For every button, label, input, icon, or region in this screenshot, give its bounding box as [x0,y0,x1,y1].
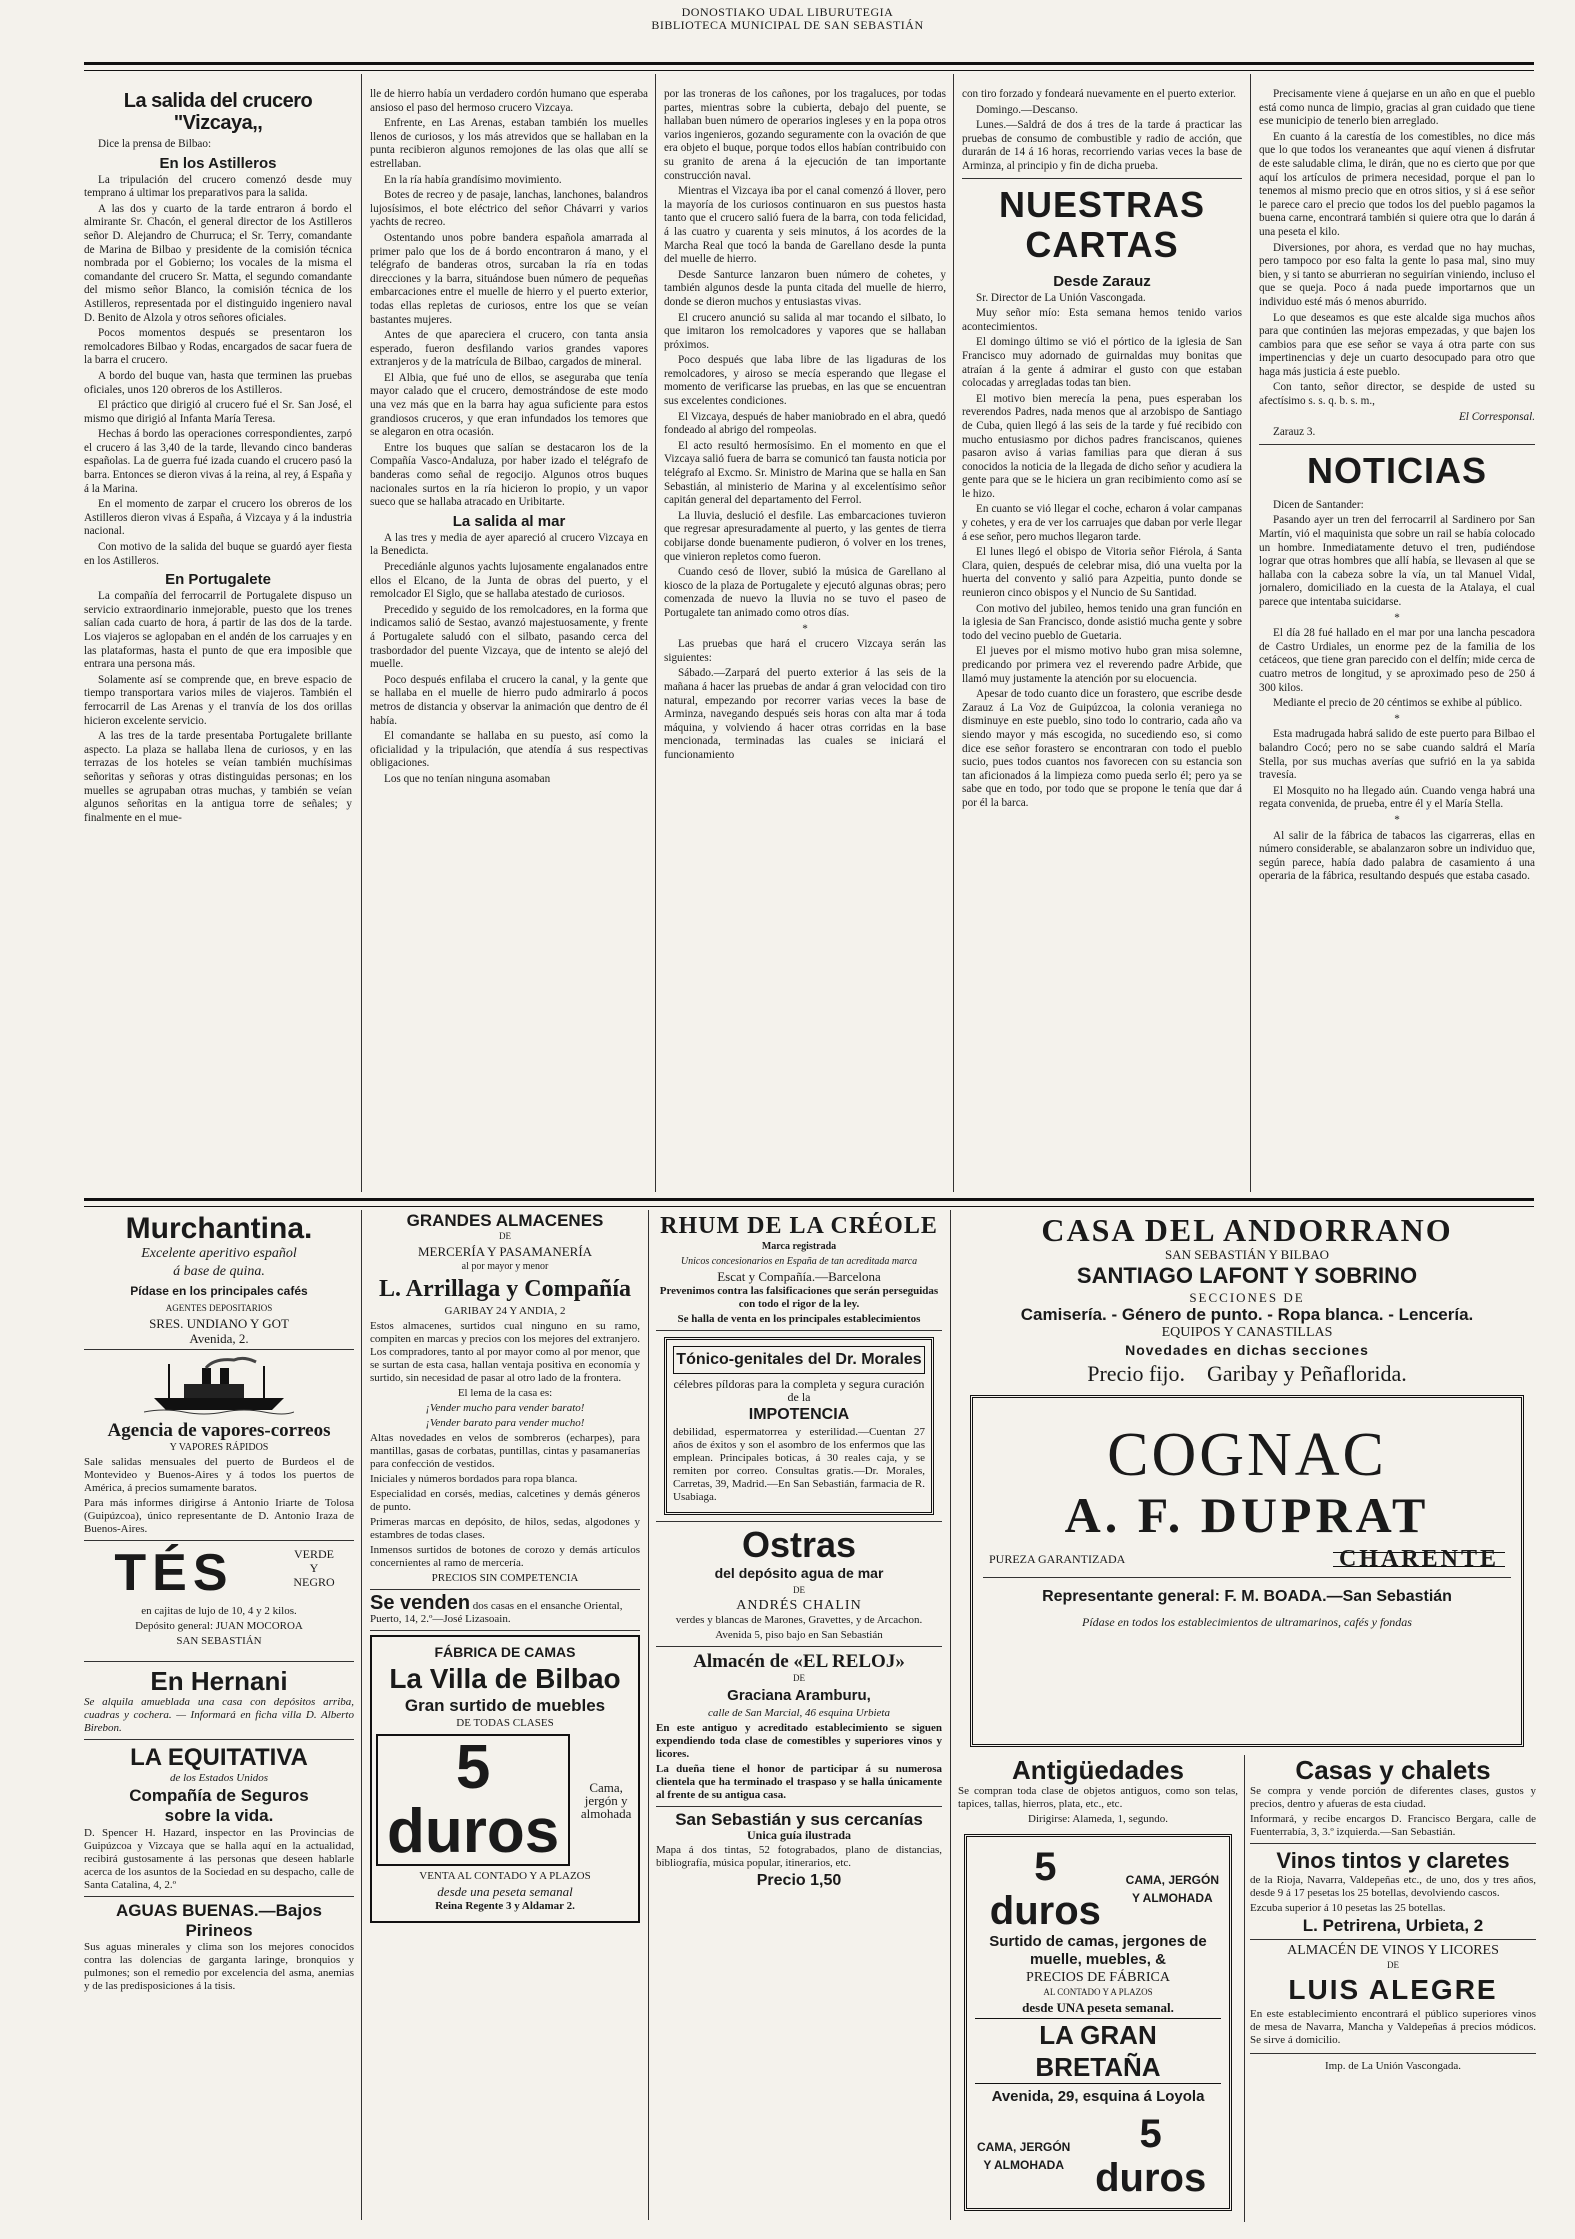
column-divider [950,1210,951,2220]
ad-line: ANDRÉS CHALIN [736,1598,862,1613]
ad-line: DE [793,1585,805,1595]
ad-line: dos casas en el ensanche Oriental, Puerto, 14, 2.º—José Lizasoain. [370,1600,623,1625]
ad-divider [1250,1939,1536,1940]
column-divider [361,74,362,1192]
column-divider [1244,1755,1245,2222]
ad-line: Novedades en dichas secciones [1125,1342,1369,1358]
paragraph: Los que no tenían ninguna asomaban [384,772,551,785]
ad-aguas-buenas [84,1901,354,1993]
ad-line: verdes y blancas de Marones, Gravettes, y de Arcachon. [675,1614,923,1626]
ad-line: desde una peseta semanal [437,1884,573,1899]
paragraph: Desde Santurce lanzaron buen número de cohetes, y también algunos desde la punta citada del muelle de hierro, donde se dieron muchos y entusiastas vivas. [664,268,946,308]
ad-line: á base de quina. [173,1264,265,1279]
ad-agencia-vapores [84,1354,354,1536]
ad-line: MERCERÍA Y PASAMANERÍA [417,1244,593,1259]
ad-line: Graciana Aramburu, [727,1687,871,1704]
ad-divider [1250,1843,1536,1844]
library-header [0,6,1575,32]
paragraph: El día 28 fué hallado en el mar por una lancha pescadora de Castro Urdiales, un enorme pez de la familia de los cetáceos, que tiene gran parecido con el delfín; mide cerca de cuatro metros de longitud, y se aproximado peso de 250 á 300 kilos. [1259,627,1535,694]
ad-line: La dueña tiene el honor de participar á su numerosa clientela que ha terminado el traspaso y se halla únicamente al frente de su antigua casa. [656,1763,942,1801]
paragraph: El domingo último se vió el pórtico de la iglesia de San Francisco muy adornado de guirnaldas muy bonitas que atraían á la gente á admirar el gusto con que estaban colocadas y arregladas todas tan bien. [962,336,1242,390]
column-divider [648,1210,649,2220]
ad-line: Inmensos surtidos de botones de corozo y demás artículos concernientes al ramo de mercería. [370,1544,640,1569]
article-continuation-2 [664,88,946,1193]
ad-line: DE [499,1231,511,1241]
paragraph: Diversiones, por ahora, es verdad que no hay muchas, pero tampoco por eso falta la gente lo pasa mal, sino muy bien, y si tanto se aburrieran no seguirían viniendo, incluso el que se queja. Poco á nada puede importarnos que un individuo esté más ó menos aburrido. [1259,241,1535,308]
ad-line: ALMACÉN DE VINOS Y LICORES [1287,1943,1499,1958]
ad-line: Iniciales y números bordados para ropa blanca. [370,1473,578,1485]
ad-divider [84,1540,354,1541]
paragraph: Solamente así se comprende que, en breve espacio de tiempo transportara varios miles de viajeros. También el ferrocarril de Las Arenas y el tranvía de los dos orillas hicieron excelente servicio. [84,673,352,727]
ads-column-3 [656,1212,942,2222]
section-title-noticias: NOTICIAS [1306,449,1487,491]
ads-column-1 [84,1212,354,2222]
paragraph: Zarauz 3. [1273,426,1316,439]
ad-title: Vinos tintos y claretes [1276,1848,1510,1873]
paragraph: Al salir de la fábrica de tabacos las cigarreras, ellas en número considerable, se abalanzaron sobre un individuo que, según parece, había dado palabra de casamiento á una operaria de la fábrica, resultando después que estaba casado. [1259,829,1535,883]
paragraph: Botes de recreo y de pasaje, lanchas, lanchones, balandros lujosísimos, el bote eléctrico del señor Chávarri y varios yachts de recreo. [370,189,648,229]
ad-title: San Sebastián y sus cercanías [675,1810,923,1829]
ad-fabrica-camas [370,1635,640,1923]
ad-line: Unica guía ilustrada [746,1828,851,1842]
ad-line: Garibay y Peñaflorida. [1207,1361,1407,1386]
signature: El Corresponsal. [1458,410,1535,423]
ad-line: SECCIONES DE [1189,1290,1305,1305]
ad-gran-bretana [964,1834,1232,2211]
ad-title: Ostras [741,1524,857,1565]
paragraph: El crucero anunció su salida al mar tocando el silbato, lo que imitaron los remolcadores y vapores que se hallaban próximos. [664,311,946,351]
ad-divider [370,1589,640,1590]
ad-se-venden [370,1594,640,1626]
subheading: En Portugalete [165,571,271,589]
ad-line: D. Spencer H. Hazard, inspector en las Provincias de Guipúzcoa y Vizcaya que se halla aquí en la actualidad, recibirá gustosamente á las personas que deseen hablarle acerca de los asuntos de la Sociedad en su despacho, calle de Santa Catalina, 4, 2.º [84,1827,354,1891]
section-divider [1259,444,1535,445]
paragraph: A las dos y cuarto de la tarde entraron á bordo el almirante Sr. Chacón, el general director de los Astilleros señor D. Alejandro de Churruca; el Sr. Terry, comandante de Marina de Bilbao y presidente de la comisión técnica nombrada por el Gobierno; los vocales de la misma el comandante del crucero Sr. Matta, el segundo comandante del mismo señor Blanco, la comisión técnica de los Astilleros, representada por el distinguido ingeniero naval D. Benito de Alzola y otros señores oficiales. [84,202,352,324]
ad-line: Precio fijo. [1087,1361,1185,1386]
ad-line: AGENTES DEPOSITARIOS [165,1303,273,1313]
paragraph: La tripulación del crucero comenzó desde muy temprano á ultimar los preparativos para la salida. [84,173,352,200]
ad-line: ¡Vender mucho para vender barato! [425,1402,585,1414]
paragraph: Ostentando unos pobre bandera española amarrada al primer palo que los de á bordo encontraron á mano, y el telégrafo de banderas otros, surcaban la ría en todas direcciones y la barra, situándose buen número de pequeñas embarcaciones entre el muelle de hierro y el puerto exterior, todas ellas repletas de curiosos, entre los que se veían bastantes mujeres. [370,231,648,326]
ad-line: L. Arrillaga y Compañía [378,1276,631,1302]
paragraph: Apesar de todo cuanto dice un forastero, que escribe desde Zarauz á La Voz de Guipúzcoa, la colonia veraniega no disminuye en este pueblo, sino todo lo contrario, cada año va siendo mayor y más escogida, no sucediendo eso, si como dice ese señor forastero se encontraran con todo el pueblo sucio, pues todos cuantos nos favorecen con su estancia son tan aficionados á la limpieza como pueda serlo él; pero ya se sabe que en todo, por todo que se propone le tenía que dar á por él la barca. [962,688,1242,809]
ad-line: Unicos concesionarios en España de tan acreditada marca [680,1256,918,1267]
ad-line: Para más informes dirigirse á Antonio Iriarte de Tolosa (Guipúzcoa), único representante de D. Antonio Iraza de Buenos-Aires. [84,1497,354,1535]
ad-line: Sus aguas minerales y clima son los mejores conocidos contra las dolencias de garganta laringe, bronquios y pulmones; son el remedio por excelencia del asma, anemias y de las predisposiciones á la tisis. [84,1941,354,1992]
ad-line: sobre la vida. [164,1806,274,1825]
top-rule [84,62,1534,71]
ad-murchantina [84,1212,354,1345]
ad-title: Antigüedades [1012,1755,1184,1785]
column-divider [361,1210,362,2220]
ad-line: Y VAPORES RÁPIDOS [169,1442,269,1453]
ad-line: Informará, y recibe encargos D. Francisco Bergara, calle de Fuenterrabía, 3, 3.º izquierda.—San Sebastián. [1250,1813,1536,1838]
ad-line: Ezcuba superior á 10 pesetas las 25 botellas. [1250,1902,1446,1914]
ad-line: L. Petrirena, Urbieta, 2 [1302,1916,1484,1935]
ad-title: Se venden [370,1592,471,1614]
ad-line: al por mayor y menor [461,1261,549,1272]
ad-line: Especialidad en corsés, medias, calcetines y demás géneros de punto. [370,1488,640,1513]
ad-line: IMPOTENCIA [748,1406,850,1423]
section-asterisk: * [1394,611,1400,624]
ad-line: Estos almacenes, surtidos cual ninguno en su ramo, compiten en marcas y precios con los mejores del extranjero. Los compradores, tanto al por mayor como al por menor, que se surtan de esta casa, hallan ventaja positiva en economía y surtido, sin necesidad de pasar al otro lado de la frontera. [370,1320,640,1384]
ad-title: Tónico-genitales del Dr. Morales [673,1346,925,1374]
paragraph: Enfrente, en Las Arenas, estaban también los muelles llenos de curiosos, y los más atrevidos que se hallaban en la punta recibieron algunos remojones de las olas que allí se estrellaban. [370,117,648,170]
paragraph: El lunes llegó el obispo de Vitoria señor Fiérola, á Santa Clara, quien, después de celebrar misa, dió una vuelta por la huerta del convento y salió para Azpeitia, punto donde se reunieron cinco obispos y el Nuncio de Su Santidad. [962,546,1242,600]
ad-line: Avenida, 2. [189,1331,249,1346]
nuestras-cartas-column [962,88,1242,1193]
ad-rhum-creole [656,1212,942,1326]
ad-title: GRANDES ALMACENES [406,1212,604,1230]
paragraph: Sábado.—Zarpará del puerto exterior á las seis de la mañana á hacer las pruebas de andar á gran velocidad con tiro natural, empezando por recorrer varias veces la base de Arminza, navegando después seis horas con alta mar á toda máquina, y volviendo á hacer otras corridas en la base mencionada, terminadas las cuales se iniciará el funcionamiento [664,667,946,761]
ad-line: Marca registrada [761,1241,837,1252]
paragraph: Cuando cesó de llover, subió la música de Garellano al kiosco de la plaza de Portugalete y ejecutó algunas obras; pero comenzada de nuevo la lluvia no se tuvo el paseo de Portugalete tan animado como otros días. [664,566,946,619]
paragraph: En la ría había grandísimo movimiento. [384,173,562,186]
ad-line: SAN SEBASTIÁN Y BILBAO [1164,1247,1330,1262]
ad-line: NEGRO [293,1575,335,1589]
ad-guia-san-sebastian [656,1811,942,1890]
paragraph: Con motivo de la salida del buque se guardó ayer fiesta en los Astilleros. [84,541,352,567]
paragraph: A bordo del buque van, hasta que terminen las pruebas oficiales, unos 120 obreros de los Astilleros. [84,369,352,396]
ad-line: Avenida 5, piso bajo en San Sebastián [715,1629,883,1641]
ad-line: CAMA, JERGÓN Y ALMOHADA [977,2140,1071,2172]
paragraph: Precediánle algunos yachts lujosamente engalanados entre ellos el Elcano, de la Junta de obras del puerto, y el remolcador El Siglo, que se hallaba atestado de curiosos. [370,561,648,601]
column-divider [1250,74,1251,1192]
section-asterisk: * [1394,712,1400,725]
paragraph: lle de hierro había un verdadero cordón humano que esperaba ansioso el paso del hermoso crucero Vizcaya. [370,88,648,114]
paragraph: La lluvia, deslució el desfile. Las embarcaciones tuvieron que regresar apresuradamente al puerto, y las gentes de tierra cobijarse donde buenamente pudieron, ó volver en los trenes, que vinieron repletos como fueron. [664,509,946,563]
ad-line: El lema de la casa es: [457,1387,553,1399]
ad-line: VENTA AL CONTADO Y A PLAZOS [419,1870,591,1882]
ad-equitativa [84,1744,354,1892]
ad-divider [1250,2053,1536,2054]
ad-line: AL CONTADO Y A PLAZOS [1043,1987,1153,1997]
ad-line: Y [309,1561,319,1575]
paragraph: Lo que deseamos es que este alcalde siga muchos años para que continúen las mejoras empezadas, y que bajen los cambios para que ese señor se vaya á otra parte con sus impertinencias y deje un cuarto desocupado para otro que haga más justicia á este pueblo. [1259,311,1535,378]
ad-line: en cajitas de lujo de 10, 4 y 2 kilos. [141,1605,297,1617]
ad-title: LA EQUITATIVA [130,1744,308,1771]
ads-subcolumn-right [1250,1755,1536,2222]
section-title-nuestras-cartas: NUESTRAS CARTAS [998,183,1206,265]
ad-line: GARIBAY 24 Y ANDIA, 2 [444,1305,566,1317]
ad-line: LUIS ALEGRE [1288,1974,1498,2005]
paragraph: Pocos momentos después se presentaron los remolcadores Bilbao y Rodas, encargados de sacar fuera de la barra el crucero. [84,327,352,367]
subheading: En los Astilleros [159,154,277,172]
noticias-column [1259,88,1535,1193]
section-asterisk: * [802,622,808,635]
ad-divider [983,1577,1511,1578]
paragraph: Antes de que apareciera el crucero, con tanta ansia esperado, fueron desfilando varios grandes vapores extranjeros y de la matrícula de Bilbao, cargados de mineral. [370,329,648,369]
paragraph: Dicen de Santander: [1273,498,1364,511]
paragraph: El jueves por el mismo motivo hubo gran misa solemne, predicando por primera vez el reverendo padre Arbide, que llamó muy justamente la atención por su elocuencia. [962,645,1242,685]
ad-line: Gran surtido de muebles [404,1696,606,1715]
ad-title: Agencia de vapores-correos [107,1420,331,1441]
paragraph: A las tres y media de ayer apareció al crucero Vizcaya en la Benedicta. [370,531,648,558]
ad-line: EQUIPOS Y CANASTILLAS [1161,1325,1333,1340]
ad-line: de la Rioja, Navarra, Valdepeñas etc., de uno, dos y tres años, desde 9 á 17 pesetas los 25 botellas, devolviendo cascos. [1250,1874,1536,1899]
ad-title: AGUAS BUENAS.—Bajos Pirineos [116,1901,322,1940]
paragraph: El comandante se hallaba en su puesto, así como la oficialidad y la tripulación, que atendía á sus respectivas obligaciones. [370,730,648,770]
ad-divider [656,1521,942,1522]
ad-line: Se halla de venta en los principales establecimientos [677,1313,921,1325]
subheading: La salida al mar [452,512,566,530]
paragraph: Lunes.—Saldrá de dos á tres de la tarde á practicar las pruebas de consumo de combustible y radio de acción, que durarán de 14 á 16 horas, recorriendo varias veces la base de Arminza, al principio y fin de dicha prueba. [962,119,1242,172]
paragraph: Sr. Director de La Unión Vascongada. [976,291,1146,304]
ad-divider [656,1646,942,1647]
ad-luis-alegre [1250,1944,1536,2047]
ad-line: Mapa á dos tintas, 52 fotograbados, plano de distancias, bibliografía, música popular, itinerarios, etc. [656,1844,942,1869]
ad-line: PUREZA GARANTIZADA [989,1552,1126,1566]
ad-title: En Hernani [150,1666,288,1696]
ads-column-2 [370,1212,640,2222]
ad-line: COGNAC [1107,1421,1387,1489]
ad-line: SAN SEBASTIÁN [176,1635,262,1647]
ad-divider [656,1330,942,1331]
ad-line: ¡Vender barato para vender mucho! [425,1417,585,1429]
ad-line: FÁBRICA DE CAMAS [434,1644,576,1660]
ad-line: VERDE [294,1547,334,1561]
ad-line: LA GRAN BRETAÑA [975,2018,1221,2084]
ad-line: Escat y Compañía.—Barcelona [717,1269,881,1284]
ad-line: Pídase en todos los establecimientos de ultramarinos, cafés y fondas [1082,1615,1412,1629]
ad-line: Se compra y vende porción de diferentes clases, gustos y precios, dentro y afueras de esta ciudad. [1250,1785,1536,1810]
ad-line: desde UNA peseta semanal. [1022,2000,1174,2015]
ad-line: Pídase en los principales cafés [130,1284,308,1298]
ad-title: Almacén de «EL RELOJ» [693,1651,905,1672]
price-five-duros: 5 duros [989,1845,1101,1933]
ad-line: Altas novedades en velos de sombreros (echarpes), para mantillas, gasas de corbatas, puntillas, cintas y pasamanerías para confección de vestidos. [370,1432,640,1470]
ad-title: TÉS [114,1544,234,1602]
paragraph: El Albia, que fué uno de ellos, se aseguraba que tenía mayor calado que el crucero, demostrándose de este modo una vez más que en la barra hay agua suficiente para estos grandiosos cruceros, y que eran infundados los temores que se alegaron en otra ocasión. [370,371,648,439]
steamship-icon [144,1354,294,1416]
ad-line: Camisería. - Género de punto. - Ropa blanca. - Lencería. [1020,1305,1474,1324]
price-five-duros: 5 duros [376,1734,570,1866]
article-title: La salida del crucero "Vizcaya,, [123,90,313,134]
ad-line: Depósito general: JUAN MOCOROA [135,1620,303,1632]
ad-line: DE TODAS CLASES [456,1717,554,1729]
ad-line: Excelente aperitivo español [141,1246,297,1261]
ad-line: CAMA, JERGÓN Y ALMOHADA [1125,1873,1219,1905]
paragraph: En cuanto á la carestía de los comestibles, no dice más que lo que todos los veraneantes que aquí vienen á disfrutar de este saludable clima, le dirán, que no es cierto que por que aquí los artículos de primera necesidad, porque el pan lo tenemos al mismo precio que en otros sitios, y si á ese señor le parece caro el precio que todos los del pueblo pagamos la buena carne, encontrará también si quiere otra que lo darán á una peseta el kilo. [1259,130,1535,238]
paragraph: Muy señor mío: Esta semana hemos tenido varios acontecimientos. [962,307,1242,333]
paragraph: Mediante el precio de 20 céntimos se exhibe al público. [1273,697,1523,710]
paragraph: Pasando ayer un tren del ferrocarril al Sardinero por San Martín, vió el maquinista que sobre un rail se había colocado un hombre. Inmediatamente detuvo el tren, pudiéndose lograr que otras hombres que allí había, se llevasen al que se hallaba con la cabeza sobre la vía, un tal Manuel Vidal, jornalero, domiciliado en la cuesta de la Atalaya, el cual parece que intentaba suicidarse. [1259,514,1535,608]
ad-line: La Villa de Bilbao [389,1663,621,1694]
article-crucero-vizcaya [84,88,352,1193]
paragraph: Dice la prensa de Bilbao: [98,138,212,150]
ad-line: PRECIOS SIN COMPETENCIA [431,1572,579,1584]
paragraph: Domingo.—Descanso. [976,103,1078,116]
ad-line: Avenida, 29, esquina á Loyola [991,2088,1205,2105]
printer-credit: Imp. de La Unión Vascongada. [1324,2060,1462,2072]
ads-column-4 [958,1212,1536,2222]
paragraph: A las tres de la tarde presentaba Portugalete brillante aspecto. La plaza se hallaba llena de curiosos, y en las terrazas de los hoteles se veían también muchísimas señoritas y señoras y otras distinguidas personas; en los muelles se agrupaban otras muchas, y también se veían algunos señoritas en la antigua torre de señales; y finalmente en el mue- [84,730,352,824]
library-header-line2: BIBLIOTECA MUNICIPAL DE SAN SEBASTIÁN [651,18,924,32]
ad-title: CASA DEL ANDORRANO [1041,1212,1453,1248]
ad-line: de los Estados Unidos [169,1772,269,1784]
ad-divider [84,1739,354,1740]
ad-line: debilidad, espermatorrea y esterilidad.—Cuentan 27 años de éxitos y son el asombro de los enfermos que las emplean. Principales boticas, á 30 reales caja, y se remiten por correo. Consultas gratis.—Dr. Morales, Carretas, 39, Madrid.—En San Sebastián, farmacia de R. Usabiaga. [673,1426,925,1503]
paragraph: Con motivo del jubileo, hemos tenido una gran función en la iglesia de San Francisco, donde asistió mucha gente y sobre todo del vecino pueblo de Guetaria. [962,602,1242,642]
ad-antiguedades [958,1755,1238,1826]
ad-line: Sale salidas mensuales del puerto de Burdeos el de Montevideo y Buenos-Aires y á todos los puertos de América, á precios sumamente baratos. [84,1456,354,1494]
ad-line: PRECIOS DE FÁBRICA [1026,1970,1170,1985]
ad-line: Surtido de camas, jergones de muelle, muebles, & [989,1933,1207,1968]
ad-line: Prevenimos contra las falsificaciones que serán perseguidas con todo el rigor de la ley. [659,1285,939,1310]
ad-title: Casas y chalets [1295,1755,1491,1785]
paragraph: Las pruebas que hará el crucero Vizcaya serán las siguientes: [664,638,946,664]
paragraph: con tiro forzado y fondeará nuevamente en el puerto exterior. [962,88,1236,100]
ad-line: DE [1387,1960,1399,1970]
ad-tonico-genitales [664,1337,934,1515]
ad-line: En este antiguo y acreditado establecimiento se siguen expendiendo toda clase de comestibles y superiores vinos y licores. [656,1722,942,1760]
ad-tes [84,1545,354,1657]
ad-line: del depósito agua de mar [714,1565,884,1581]
ad-line: Compañía de Seguros [129,1786,309,1805]
ad-line: calle de San Marcial, 46 esquina Urbieta [708,1707,890,1719]
ad-grandes-almacenes [370,1212,640,1585]
ad-line: Se compran toda clase de objetos antiguos, como son telas, tapices, tallas, hierros, plata, etc., etc. [958,1785,1238,1810]
ad-cognac-duprat [970,1395,1524,1747]
column-divider [655,74,656,1192]
article-continuation [370,88,648,1193]
paragraph: La compañía del ferrocarril de Portugalete dispuso un servicio extraordinario inmejorable, puesto que los trenes salían cada cuarto de hora, á partir de las dos de la tarde. Los viajeros se aglopaban en el andén de los carruajes y en las plataformas, hasta el punto de que era imposible que entrara una persona más. [84,590,352,671]
ad-ostras [656,1526,942,1642]
ad-line: CHARENTE [1333,1552,1505,1567]
ad-divider [84,1661,354,1662]
paragraph: El Vizcaya, después de haber maniobrado en el abra, quedó fondeado al abrigo del rompeolas. [664,410,946,437]
ad-line: célebres píldoras para la completa y segura curación de la [673,1377,925,1404]
section-divider [962,178,1242,179]
ad-casa-andorrano [958,1212,1536,1387]
paragraph: por las troneras de los cañones, por los tragaluces, por todas partes, mientras sobre la cubierta, debajo del puente, se hallaban buen número de operarios ingleses y en la popa otros varios ingenieros, gozando seguramente con la ovación de que era objeto el buque, porque todos ellos habían contribuido con su granito de arena á la ejecución de tan importante construcción naval. [664,88,946,182]
ad-line: Precio 1,50 [756,1872,842,1889]
subheading: Desde Zarauz [1053,272,1151,290]
ad-title: Murchantina. [125,1212,313,1245]
paragraph: Entre los buques que salían se destacaron los de la Compañía Vasco-Andaluza, por haber izado el telégrafo de banderas como señal de regocijo. Algunos otros buques nacionales surtos en la ría hicieron lo propio, y un vapor sueco que se hallaba atracado en Uribitarte. [370,441,648,509]
ad-el-reloj [656,1651,942,1802]
paragraph: El motivo bien merecía la pena, pues esperaban los reverendos Padres, nada menos que al arzobispo de Santiago de Cuba, quien llegó á las seis de la tarde y fué recibido con mucho entusiasmo por dichos padres franciscanos, quienes pasaron aviso á varias familias para que dieran á sus conocidos la noticia de la llegada de dicho señor y acudiera la gente para que se le hiciera un gran recibimiento como así se le hizo. [962,392,1242,500]
ad-line: SANTIAGO LAFONT Y SOBRINO [1076,1263,1418,1288]
ad-divider [84,1896,354,1897]
ad-divider [656,1806,942,1807]
ad-line: Primeras marcas en depósito, de hilos, sedas, algodones y estambres de todas clases. [370,1516,640,1541]
paragraph: Hechas á bordo las operaciones correspondientes, zarpó el crucero á las 3,40 de la tarde, llevando cinco banderas españolas. La de guerra fué izada cuando el crucero pasó la barra. Entonces se dieron vivas á la reina, al rey, á España y á la Marina. [84,428,352,495]
paragraph: En el momento de zarpar el crucero los obreros de los Astilleros dieron vivas á España, á Vizcaya y á la industria nacional. [84,498,352,538]
ad-line: Dirigirse: Alameda, 1, segundo. [1028,1813,1168,1825]
ad-line: A. F. DUPRAT [1064,1487,1430,1543]
ads-subcolumn-left [958,1755,1238,2222]
paragraph: Mientras el Vizcaya iba por el canal comenzó á llover, pero la mayoría de los curiosos continuaron en sus puestos hasta tanto que el crucero salió fuera de la barra, con toda felicidad, á las cuatro y cuarenta y seis minutos, á los acordes de la Marcha Real que tocó la banda de Garellano desde la punta del muelle de hierro. [664,185,946,266]
ad-line: DE [793,1673,805,1683]
ad-divider [370,1630,640,1631]
ad-line: Se alquila amueblada una casa con depósitos arriba, cuadras y cochera. — Informará en ficha villa D. Alberto Birebon. [84,1696,354,1734]
ad-line: Reina Regente 3 y Aldamar 2. [435,1900,575,1912]
ad-line: SRES. UNDIANO Y GOT [149,1316,289,1331]
ad-divider [84,1349,354,1350]
middle-rule [84,1198,1534,1207]
paragraph: Poco después enfilaba el crucero la canal, y la gente que se hallaba en el muelle de hierro pudo admirarlo á pocos metros de distancia y observar la animación que dentro de él había. [370,673,648,727]
paragraph: Precedido y seguido de los remolcadores, en la forma que indicamos salió de Sestao, avanzó majestuosamente, y frente á Portugalete saludó con el silbato, pasando cerca del trasbordador del puente Vizcaya, que de intento se alejó del muelle. [370,603,648,671]
ad-vinos [1250,1848,1536,1935]
ad-line: En este establecimiento encontrará el público superiores vinos de mesa de Navarra, Mancha y Valdepeñas á precios módicos. Se sirve á domicilio. [1250,2008,1536,2046]
paragraph: El acto resultó hermosísimo. En el momento en que el Vizcaya salió fuera de barra se comunicó tan fausta noticia por telégrafo al Excmo. Sr. Ministro de Marina que se halla en San Sebastián, al ministerio de Marina y al excelentísimo señor capitán general del departamento del Ferrol. [664,439,946,507]
ad-line: Cama, jergón y almohada [580,1779,632,1821]
price-five-duros: 5 duros [1095,2112,1207,2200]
section-asterisk: * [1394,813,1400,826]
paragraph: Poco después que laba libre de las ligaduras de los remolcadores, y airoso se mecía esperando que llegase el momento de verificarse las pruebas, en las que se encuentran sus excelentes condiciones. [664,354,946,408]
paragraph: El práctico que dirigió al crucero fué el Sr. San José, el mismo que dirigió al Infanta María Teresa. [84,399,352,425]
ad-line: Representante general: F. M. BOADA.—San Sebastián [1042,1588,1452,1605]
library-header-line1: DONOSTIAKO UDAL LIBURUTEGIA [681,5,894,19]
column-divider [953,74,954,1192]
ad-casas-chalets [1250,1755,1536,1839]
paragraph: Con tanto, señor director, se despide de usted su afectísimo s. s. q. b. s. m., [1259,381,1535,408]
paragraph: El Mosquito no ha llegado aún. Cuando venga habrá una regata convenida, de prueba, entre él y el María Stella. [1259,784,1535,811]
ad-title: RHUM DE LA CRÉOLE [660,1213,938,1239]
paragraph: En cuanto se vió llegar el coche, echaron á volar campanas y cohetes, y era de ver los carruajes que daban por verle llegar á ese señor, pero muchos llegaron tarde. [962,503,1242,543]
paragraph: Precisamente viene á quejarse en un año en que el pueblo está como nunca de limpio, gracias al gran cuidado que tiene ese municipio de tenerlo bien arreglado. [1259,88,1535,128]
ad-hernani [84,1666,354,1735]
paragraph: Esta madrugada habrá salido de este puerto para Bilbao el balandro Cocó; pero no se sabe cuando saldrá el María Stella, por sus muchas averías que sufrió en la ya sabida travesía. [1259,728,1535,782]
